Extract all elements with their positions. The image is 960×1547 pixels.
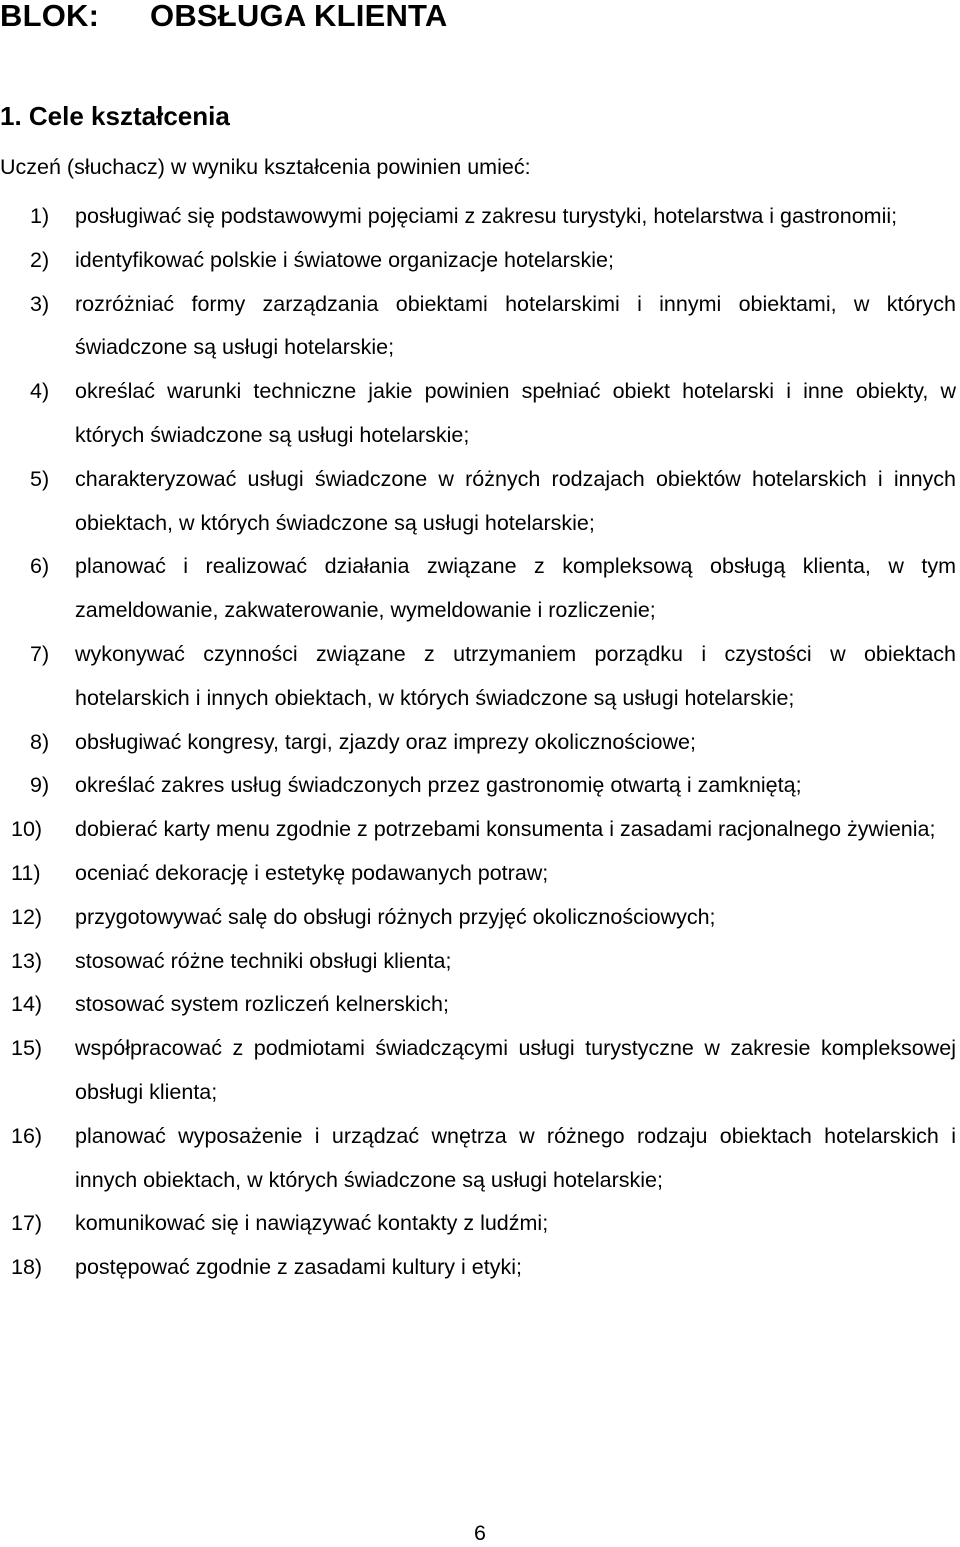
list-item-text: oceniać dekorację i estetykę podawanych potraw;: [75, 860, 549, 885]
list-item-text: obsługiwać kongresy, targi, zjazdy oraz imprezy okolicznościowe;: [75, 729, 696, 754]
list-item: [0, 195, 956, 239]
list-item-number: 6): [30, 554, 50, 579]
list-item: [0, 1246, 956, 1290]
list-item-number: 8): [30, 729, 50, 754]
list-item-text: dobierać karty menu zgodnie z potrzebami konsumenta i zasadami racjonalnego żywienia;: [75, 817, 936, 842]
list-item-text: postępować zgodnie z zasadami kultury i etyki;: [75, 1255, 522, 1280]
list-item-text: komunikować się i nawiązywać kontakty z ludźmi;: [75, 1211, 549, 1236]
list-item: [0, 370, 956, 458]
list-item-number: 15): [11, 1036, 43, 1061]
list-item: [0, 1027, 956, 1115]
list-item: [0, 1115, 956, 1203]
list-item: [0, 633, 956, 721]
list-item-text: stosować różne techniki obsługi klienta;: [75, 948, 452, 973]
list-item-text: identyfikować polskie i światowe organizacje hotelarskie;: [75, 247, 614, 272]
list-item-text: określać warunki techniczne jakie powinien spełniać obiekt hotelarski i inne obiekty, w których świadczone są usługi hotelarskie;: [75, 379, 956, 447]
page-number: 6: [474, 1521, 486, 1545]
list-item-text: charakteryzować usługi świadczone w różnych rodzajach obiektów hotelarskich i innych obiektach, w których świadczone są usługi hotelarskie;: [75, 466, 956, 535]
list-item: [0, 283, 956, 371]
list-item: [0, 764, 956, 808]
list-item-number: 1): [30, 204, 50, 228]
list-item: [0, 852, 956, 896]
list-item-number: 5): [30, 466, 50, 491]
list-item-number: 17): [11, 1211, 43, 1236]
list-item-text: przygotowywać salę do obsługi różnych przyjęć okolicznościowych;: [75, 904, 716, 929]
list-item-number: 9): [30, 773, 50, 798]
list-item-number: 7): [30, 641, 50, 666]
list-item-text: współpracować z podmiotami świadczącymi usługi turystyczne w zakresie kompleksowej obsługi klienta;: [75, 1036, 956, 1104]
list-item-number: 4): [30, 379, 50, 404]
list-item-number: 2): [30, 247, 50, 272]
list-item: [0, 239, 956, 283]
list-item-number: 18): [11, 1255, 43, 1280]
list-item-text: planować wyposażenie i urządzać wnętrza w różnego rodzaju obiektach hotelarskich i innych obiektach, w których świadczone są usługi hotelarskie;: [75, 1123, 956, 1192]
list-item: [0, 545, 956, 633]
list-item-text: posługiwać się podstawowymi pojęciami z zakresu turystyki, hotelarstwa i gastronomii;: [75, 204, 898, 228]
section-heading: 1. Cele kształcenia: [0, 101, 230, 131]
list-item: [0, 1202, 956, 1246]
list-item: [0, 721, 956, 765]
block-name: OBSŁUGA KLIENTA: [150, 0, 448, 33]
block-label: BLOK:: [0, 0, 100, 33]
list-item-text: stosować system rozliczeń kelnerskich;: [75, 992, 449, 1017]
list-item-number: 16): [11, 1123, 43, 1148]
list-item-number: 11): [11, 860, 41, 885]
list-item-text: rozróżniać formy zarządzania obiektami hotelarskimi i innymi obiektami, w których świadczone są usługi hotelarskie;: [75, 291, 956, 360]
list-item: [0, 808, 956, 852]
list-item: [0, 896, 956, 940]
list-item-number: 10): [11, 817, 43, 842]
list-item: [0, 983, 956, 1027]
goals-list: [0, 195, 956, 1290]
list-item-text: planować i realizować działania związane z kompleksową obsługą klienta, w tym zameldowanie, zakwaterowanie, wymeldowanie i rozliczenie;: [75, 554, 956, 623]
list-item: [0, 458, 956, 546]
intro-text: Uczeń (słuchacz) w wyniku kształcenia powinien umieć:: [0, 155, 531, 179]
list-item-number: 3): [30, 291, 50, 316]
block-title: [0, 0, 448, 36]
list-item: [0, 940, 956, 984]
list-item-text: wykonywać czynności związane z utrzymaniem porządku i czystości w obiektach hotelarskich i innych obiektach, w których świadczone są usługi hotelarskie;: [75, 641, 956, 710]
list-item-number: 13): [11, 948, 43, 973]
list-item-number: 12): [11, 904, 43, 929]
list-item-text: określać zakres usług świadczonych przez gastronomię otwartą i zamkniętą;: [75, 773, 802, 798]
list-item-number: 14): [11, 992, 43, 1017]
